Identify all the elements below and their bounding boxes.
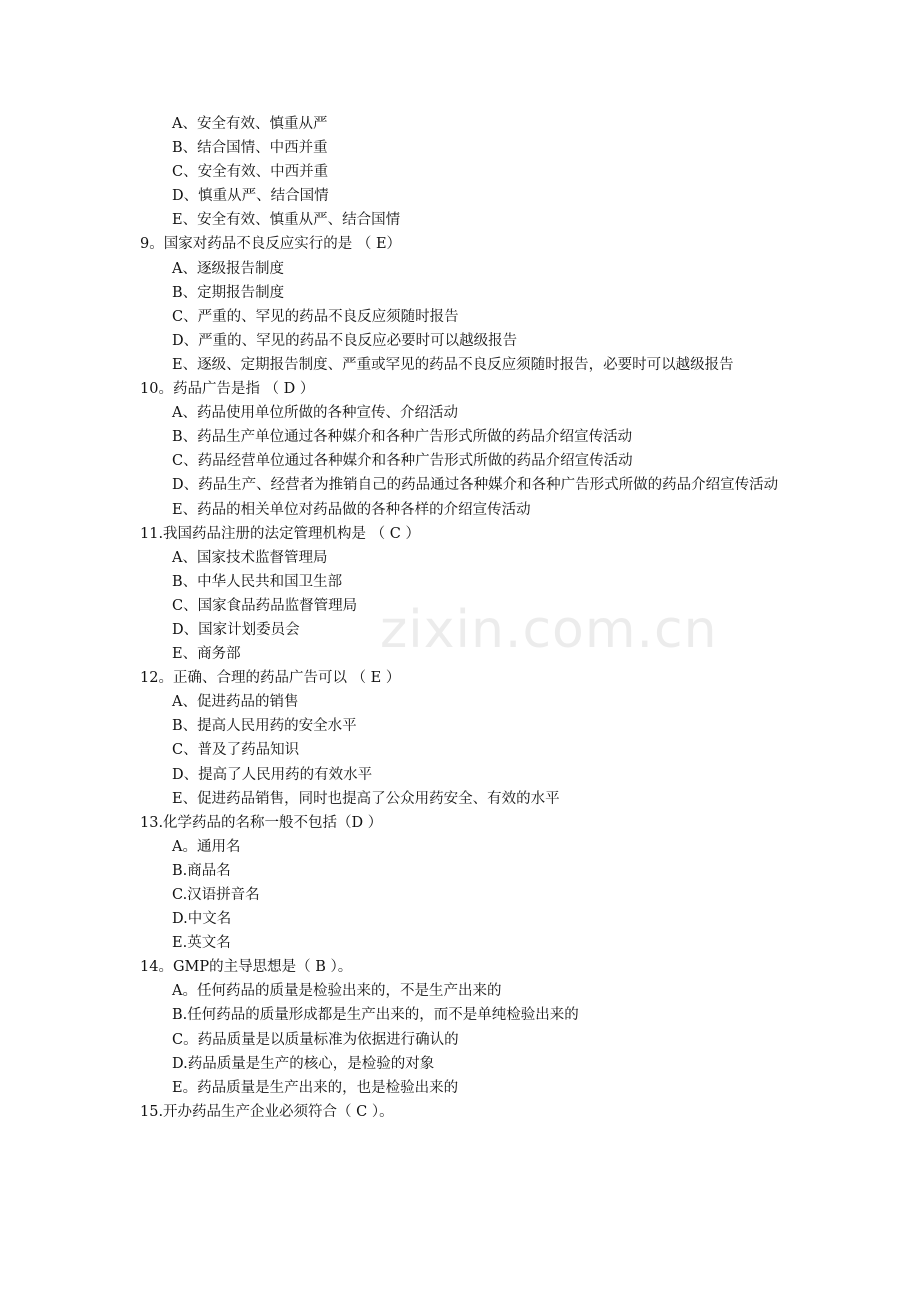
- q10-option-e: E、药品的相关单位对药品做的各种各样的介绍宣传活动: [172, 501, 531, 518]
- question-list: [140, 112, 790, 1124]
- q14-option-e: E。药品质量是生产出来的，也是检验出来的: [172, 1079, 459, 1096]
- watermark: zixin.com.cn: [380, 600, 718, 660]
- q11-option-c: C、国家食品药品监督管理局: [172, 597, 358, 614]
- q9-option-d: D、严重的、罕见的药品不良反应必要时可以越级报告: [172, 332, 518, 349]
- q11-option-d: D、国家计划委员会: [172, 621, 300, 638]
- q13-option-e: E.英文名: [172, 935, 231, 952]
- q8-option-b: B、结合国情、中西并重: [172, 140, 328, 157]
- q13-option-a: A。通用名: [172, 838, 241, 855]
- q12-option-d: D、提高了人民用药的有效水平: [172, 766, 373, 783]
- q13-question: 13.化学药品的名称一般不包括（D ）: [140, 814, 383, 831]
- q9-option-b: B、定期报告制度: [172, 284, 285, 301]
- q10-question: 10。药品广告是指 （ D ）: [140, 381, 315, 398]
- q8-option-d: D、慎重从严、结合国情: [172, 188, 329, 205]
- q8-option-c: C、安全有效、中西并重: [172, 164, 329, 181]
- q11-option-a: A、国家技术监督管理局: [172, 549, 328, 566]
- q13-option-b: B.商品名: [172, 862, 231, 879]
- q14-question: 14。GMP的主导思想是（ B ）。: [140, 959, 353, 976]
- q14-option-a: A。任何药品的质量是检验出来的，不是生产出来的: [172, 983, 502, 1000]
- q12-option-e: E、促进药品销售，同时也提高了公众用药安全、有效的水平: [172, 790, 560, 807]
- q12-option-b: B、提高人民用药的安全水平: [172, 718, 357, 735]
- q8-option-e: E、安全有效、慎重从严、结合国情: [172, 212, 401, 229]
- q10-option-b: B、药品生产单位通过各种媒介和各种广告形式所做的药品介绍宣传活动: [172, 429, 633, 446]
- q15-question: 15.开办药品生产企业必须符合（ C ）。: [140, 1103, 394, 1120]
- q14-option-c: C。药品质量是以质量标准为依据进行确认的: [172, 1031, 459, 1048]
- q9-option-c: C、严重的、罕见的药品不良反应须随时报告: [172, 308, 459, 325]
- q14-option-b: B.任何药品的质量形成都是生产出来的，而不是单纯检验出来的: [172, 1007, 579, 1024]
- q11-option-b: B、中华人民共和国卫生部: [172, 573, 343, 590]
- q10-option-d: D、药品生产、经营者为推销自己的药品通过各种媒介和各种广告形式所做的药品介绍宣传活动: [172, 477, 779, 494]
- q10-option-a: A、药品使用单位所做的各种宣传、介绍活动: [172, 405, 458, 422]
- q12-question: 12。正确、合理的药品广告可以 （ E ）: [140, 670, 401, 687]
- q11-option-e: E、商务部: [172, 646, 241, 663]
- q11-question: 11.我国药品注册的法定管理机构是 （ C ）: [140, 525, 420, 542]
- q9-option-e: E、逐级、定期报告制度、严重或罕见的药品不良反应须随时报告，必要时可以越级报告: [172, 356, 734, 373]
- q8-option-a: A、安全有效、慎重从严: [172, 116, 328, 132]
- q12-option-c: C、普及了药品知识: [172, 742, 300, 759]
- q14-option-d: D.药品质量是生产的核心，是检验的对象: [172, 1055, 435, 1072]
- q13-option-c: C.汉语拼音名: [172, 887, 260, 903]
- q9-question: 9。国家对药品不良反应实行的是 （ E）: [140, 236, 402, 253]
- q12-option-a: A、促进药品的销售: [172, 694, 299, 711]
- q10-option-c: C、药品经营单位通过各种媒介和各种广告形式所做的药品介绍宣传活动: [172, 453, 633, 470]
- q13-option-d: D.中文名: [172, 911, 232, 928]
- q9-option-a: A、逐级报告制度: [172, 260, 284, 277]
